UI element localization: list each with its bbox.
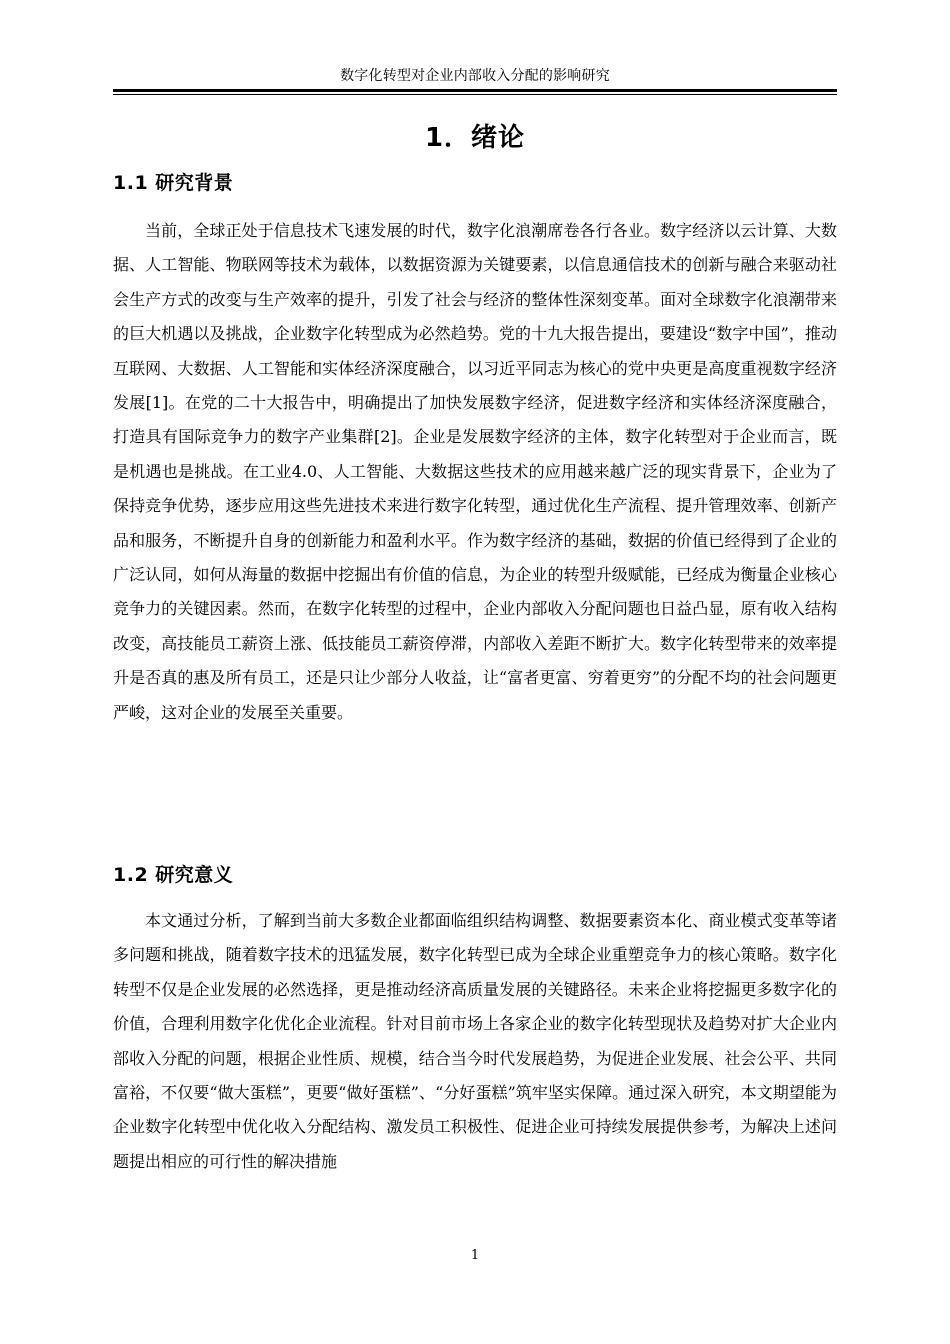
header-rule-thick xyxy=(113,89,837,92)
header-rule-thin xyxy=(113,94,837,95)
page-number: 1 xyxy=(470,1248,480,1263)
paragraph-background: 当前，全球正处于信息技术飞速发展的时代，数字化浪潮席卷各行各业。数字经济以云计算、大数据、人工智能、物联网等技术为载体，以数据资源为关键要素，以信息通信技术的创新与融合来驱动社会生产方式的改变与生产效率的提升，引发了社会与经济的整体性深刻变革。面对全球数字化浪潮带来的巨大机遇以及挑战，企业数字化转型成为必然趋势。党的十九大报告提出，要建设“数字中国”，推动互联网、大数据、人工智能和实体经济深度融合，以习近平同志为核心的党中央更是高度重视数字经济发展[1]。在党的二十大报告中，明确提出了加快发展数字经济，促进数字经济和实体经济深度融合，打造具有国际竞争力的数字产业集群[2]。企业是发展数字经济的主体，数字化转型对于企业而言，既是机遇也是挑战。在工业4.0、人工智能、大数据这些技术的应用越来越广泛的现实背景下，企业为了保持竞争优势，逐步应用这些先进技术来进行数字化转型，通过优化生产流程、提升管理效率、创新产品和服务，不断提升自身的创新能力和盈利水平。作为数字经济的基础，数据的价值已经得到了企业的广泛认同，如何从海量的数据中挖掘出有价值的信息，为企业的转型升级赋能，已经成为衡量企业核心竞争力的关键因素。然而，在数字化转型的过程中，企业内部收入分配问题也日益凸显，原有收入结构改变，高技能员工薪资上涨、低技能员工薪资停滞，内部收入差距不断扩大。数字化转型带来的效率提升是否真的惠及所有员工，还是只让少部分人收益，让“富者更富、穷着更穷”的分配不均的社会问题更严峻，这对企业的发展至关重要。 xyxy=(113,221,837,722)
section-heading-significance: 1.2 研究意义 xyxy=(113,864,234,886)
chapter-title: 1．绪论 xyxy=(424,123,526,153)
paragraph-significance: 本文通过分析，了解到当前大多数企业都面临组织结构调整、数据要素资本化、商业模式变革等诸多问题和挑战，随着数字技术的迅猛发展，数字化转型已成为全球企业重塑竞争力的核心策略。数字化转型不仅是企业发展的必然选择，更是推动经济高质量发展的关键路径。未来企业将挖掘更多数字化的价值，合理利用数字化优化企业流程。针对目前市场上各家企业的数字化转型现状及趋势对扩大企业内部收入分配的问题，根据企业性质、规模，结合当今时代发展趋势，为促进企业发展、社会公平、共同富裕，不仅要“做大蛋糕”，更要“做好蛋糕”、“分好蛋糕”筑牢坚实保障。通过深入研究，本文期望能为企业数字化转型中优化收入分配结构、激发员工积极性、促进企业可持续发展提供参考，为解决上述问题提出相应的可行性的解决措施 xyxy=(113,911,837,1171)
section-heading-background: 1.1 研究背景 xyxy=(113,172,234,194)
running-header: 数字化转型对企业内部收入分配的影响研究 xyxy=(340,68,610,84)
